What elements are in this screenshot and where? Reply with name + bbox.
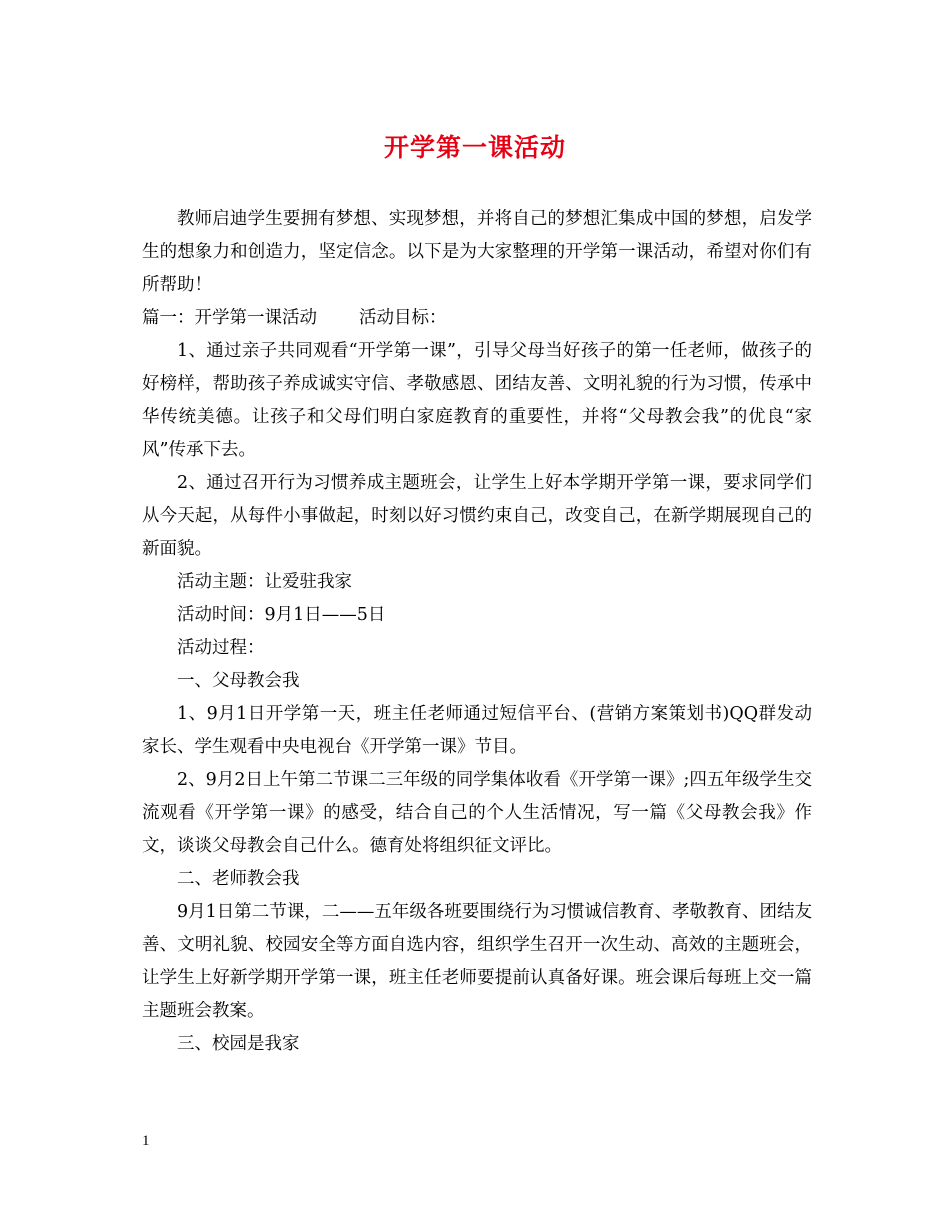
part3-heading: 三、校园是我家 [177, 1034, 300, 1054]
activity-time: 活动时间：9月1日——5日 [177, 605, 386, 625]
goal-paragraph-2: 2、通过召开行为习惯养成主题班会，让学生上好本学期开学第一课，要求同学们从今天起，从每件小事做起，时刻以好习惯约束自己，改变自己，在新学期展现自己的新面貌。 [142, 473, 812, 559]
section-label: 篇一：开学第一课活动 [142, 308, 317, 328]
document-title: 开学第一课活动 [383, 133, 566, 162]
goal-paragraph-1: 1、通过亲子共同观看“开学第一课”，引导父母当好孩子的第一任老师，做孩子的好榜样，帮助孩子养成诚实守信、孝敬感恩、团结友善、文明礼貌的行为习惯，传承中华传统美德。让孩子和父母们明白家庭教育的重要性，并将“父母教会我”的优良“家风”传承下去。 [142, 341, 812, 460]
part1-heading: 一、父母教会我 [177, 671, 300, 691]
document-body [142, 203, 812, 1061]
part2-paragraph: 9月1日第二节课，二——五年级各班要围绕行为习惯诚信教育、孝敬教育、团结友善、文明礼貌、校园安全等方面自选内容，组织学生召开一次生动、高效的主题班会，让学生上好新学期开学第一课，班主任老师要提前认真备好课。班会课后每班上交一篇主题班会教案。 [142, 902, 812, 1021]
section-line [142, 302, 812, 335]
part2-heading: 二、老师教会我 [177, 869, 300, 889]
goal-label: 活动目标： [359, 308, 447, 328]
part1-item-1: 1、9月1日开学第一天，班主任老师通过短信平台、(营销方案策划书)QQ群发动家长、学生观看中央电视台《开学第一课》节目。 [142, 704, 812, 757]
activity-theme: 活动主题：让爱驻我家 [177, 572, 352, 592]
page-number: 1 [142, 1133, 150, 1149]
intro-paragraph: 教师启迪学生要拥有梦想、实现梦想，并将自己的梦想汇集成中国的梦想，启发学生的想象力和创造力，坚定信念。以下是为大家整理的开学第一课活动，希望对你们有所帮助！ [142, 209, 812, 295]
part1-item-2: 2、9月2日上午第二节课二三年级的同学集体收看《开学第一课》;四五年级学生交流观看《开学第一课》的感受，结合自己的个人生活情况，写一篇《父母教会我》作文，谈谈父母教会自己什么。德育处将组织征文评比。 [142, 770, 812, 856]
activity-process-label: 活动过程： [177, 638, 265, 658]
